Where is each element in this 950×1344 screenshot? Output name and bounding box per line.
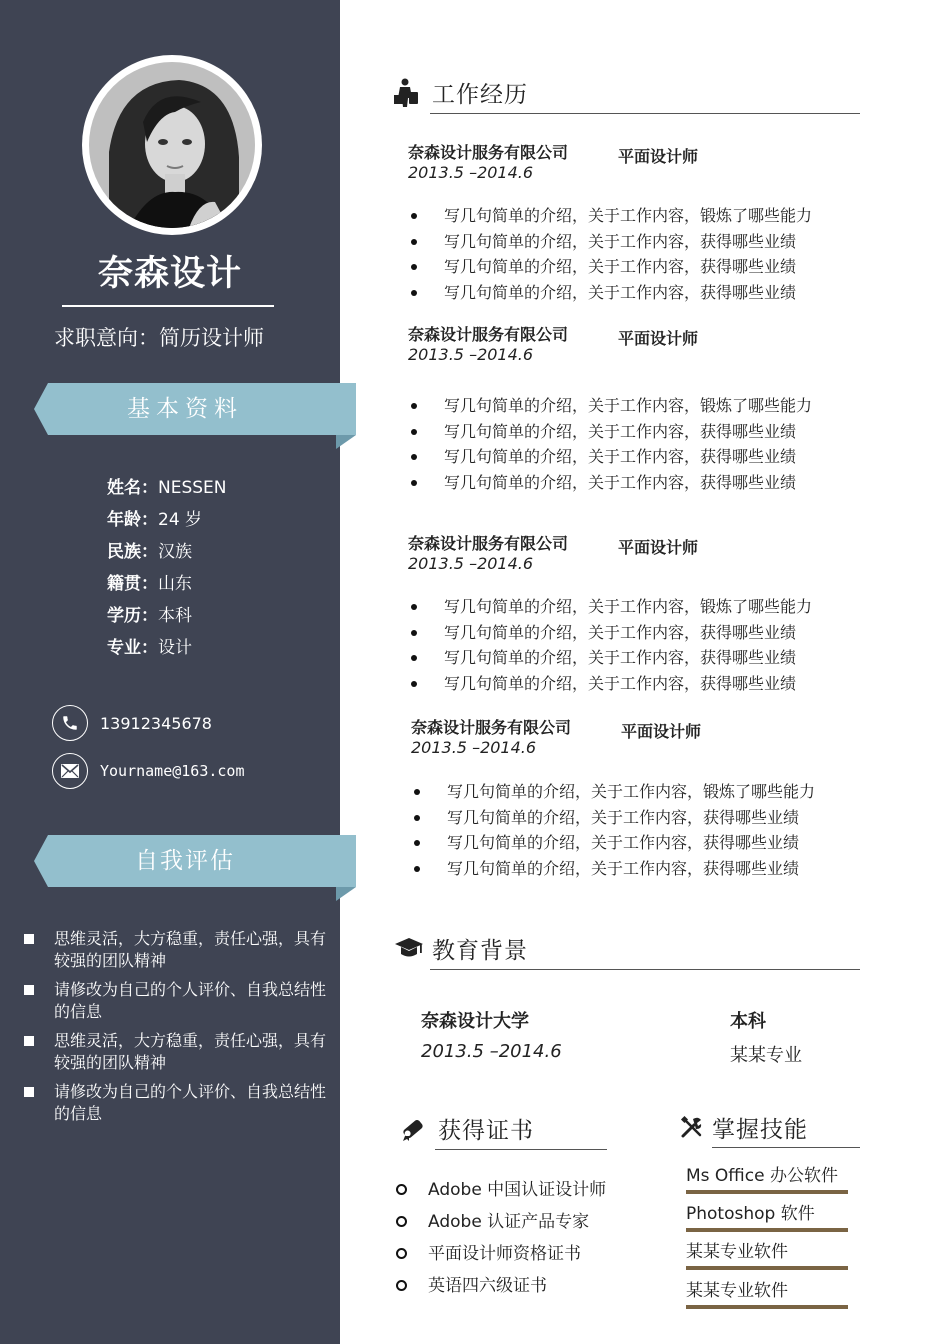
info-row-major: 专业：设计 <box>107 638 192 658</box>
job-period: 2013.5 –2014.6 <box>408 554 534 573</box>
skills-section-header <box>680 1111 808 1144</box>
job-company: 奈森设计服务有限公司 <box>411 718 572 737</box>
basic-info-title: 基本资料 <box>127 396 243 422</box>
education-period: 2013.5 –2014.6 <box>421 1041 562 1062</box>
job-role: 平面设计师 <box>618 538 699 557</box>
basic-info-list <box>107 476 227 668</box>
job-bullets <box>408 393 868 495</box>
skill-item <box>686 1203 848 1232</box>
list-item: 写几句简单的介绍，关于工作内容，获得哪些业绩 <box>408 470 868 496</box>
list-item: 写几句简单的介绍，关于工作内容，获得哪些业绩 <box>408 254 868 280</box>
list-item: 写几句简单的介绍，关于工作内容，获得哪些业绩 <box>408 645 868 671</box>
list-item: 请修改为自己的个人评价、自我总结性的信息 <box>22 1081 332 1125</box>
work-title: 工作经历 <box>432 82 528 108</box>
divider <box>62 305 274 307</box>
job-company: 奈森设计服务有限公司 <box>408 534 569 553</box>
mail-icon <box>52 753 88 789</box>
sidebar <box>0 0 340 1344</box>
list-item: 写几句简单的介绍，关于工作内容，获得哪些业绩 <box>408 444 868 470</box>
skill-item <box>686 1280 848 1309</box>
list-item: 写几句简单的介绍，关于工作内容，获得哪些业绩 <box>411 830 871 856</box>
education-title: 教育背景 <box>432 938 528 964</box>
candidate-name: 奈森设计 <box>97 254 242 294</box>
skill-bar <box>686 1305 848 1309</box>
job-role: 平面设计师 <box>618 147 699 166</box>
job-entry <box>408 140 868 302</box>
skills-divider <box>712 1147 860 1148</box>
phone-number: 13912345678 <box>100 713 212 733</box>
list-item: 思维灵活，大方稳重，责任心强，具有较强的团队精神 <box>22 1030 332 1074</box>
skill-bar <box>686 1228 848 1232</box>
degree: 本科 <box>730 1011 766 1032</box>
list-item: 写几句简单的介绍，关于工作内容，获得哪些业绩 <box>411 856 871 882</box>
job-bullets <box>408 594 868 696</box>
info-row-name: 姓名：NESSEN <box>107 478 227 498</box>
certs-section-header <box>400 1112 534 1145</box>
email-address: Yourname@163.com <box>100 762 245 780</box>
cert-list <box>395 1174 606 1302</box>
job-entry <box>408 531 868 693</box>
info-row-hometown: 籍贯：山东 <box>107 574 192 594</box>
list-item: Adobe 认证产品专家 <box>395 1206 606 1238</box>
list-item: 英语四六级证书 <box>395 1270 606 1302</box>
basic-info-ribbon <box>34 383 356 435</box>
info-row-age: 年龄：24 岁 <box>107 510 203 530</box>
skill-label: Photoshop 软件 <box>686 1204 815 1224</box>
work-section-header <box>392 76 528 109</box>
work-divider <box>430 113 860 114</box>
education-divider <box>430 969 860 970</box>
contact-email <box>52 753 245 789</box>
skill-item <box>686 1241 848 1270</box>
job-period: 2013.5 –2014.6 <box>408 163 534 182</box>
list-item: 写几句简单的介绍，关于工作内容，获得哪些业绩 <box>411 805 871 831</box>
list-item: 写几句简单的介绍，关于工作内容，获得哪些业绩 <box>408 419 868 445</box>
job-bullets <box>411 779 871 881</box>
portrait-photo <box>89 62 255 228</box>
info-row-education: 学历：本科 <box>107 606 192 626</box>
certs-title: 获得证书 <box>438 1118 534 1144</box>
skill-label: 某某专业软件 <box>686 1242 788 1262</box>
graduation-cap-icon <box>394 936 424 962</box>
skill-item <box>686 1165 848 1194</box>
list-item: 平面设计师资格证书 <box>395 1238 606 1270</box>
list-item: 写几句简单的介绍，关于工作内容，锻炼了哪些能力 <box>408 203 868 229</box>
contact-phone <box>52 705 212 741</box>
job-company: 奈森设计服务有限公司 <box>408 143 569 162</box>
skill-bar <box>686 1266 848 1270</box>
list-item: 写几句简单的介绍，关于工作内容，获得哪些业绩 <box>408 280 868 306</box>
tools-icon <box>680 1115 706 1141</box>
job-intent: 求职意向：简历设计师 <box>54 326 264 350</box>
skill-label: Ms Office 办公软件 <box>686 1166 838 1186</box>
skill-label: 某某专业软件 <box>686 1281 788 1301</box>
major: 某某专业 <box>730 1045 802 1066</box>
self-eval-list <box>22 928 332 1132</box>
job-period: 2013.5 –2014.6 <box>408 345 534 364</box>
self-eval-title: 自我评估 <box>135 848 235 874</box>
self-eval-ribbon <box>34 835 356 887</box>
education-section-header <box>394 932 528 965</box>
list-item: Adobe 中国认证设计师 <box>395 1174 606 1206</box>
job-period: 2013.5 –2014.6 <box>411 738 537 757</box>
list-item: 写几句简单的介绍，关于工作内容，锻炼了哪些能力 <box>411 779 871 805</box>
school-name: 奈森设计大学 <box>421 1011 529 1032</box>
job-entry <box>411 715 871 878</box>
job-bullets <box>408 203 868 305</box>
list-item: 写几句简单的介绍，关于工作内容，锻炼了哪些能力 <box>408 594 868 620</box>
list-item: 写几句简单的介绍，关于工作内容，获得哪些业绩 <box>408 229 868 255</box>
job-role: 平面设计师 <box>621 722 702 741</box>
list-item: 请修改为自己的个人评价、自我总结性的信息 <box>22 979 332 1023</box>
job-entry <box>408 322 868 492</box>
phone-icon <box>52 705 88 741</box>
list-item: 思维灵活，大方稳重，责任心强，具有较强的团队精神 <box>22 928 332 972</box>
skill-bar <box>686 1190 848 1194</box>
job-company: 奈森设计服务有限公司 <box>408 325 569 344</box>
avatar <box>82 55 262 235</box>
info-row-ethnicity: 民族：汉族 <box>107 542 192 562</box>
list-item: 写几句简单的介绍，关于工作内容，锻炼了哪些能力 <box>408 393 868 419</box>
certs-divider <box>435 1149 607 1150</box>
job-role: 平面设计师 <box>618 329 699 348</box>
worker-icon <box>392 78 422 108</box>
certificate-icon <box>400 1116 426 1142</box>
skills-title: 掌握技能 <box>712 1117 808 1143</box>
list-item: 写几句简单的介绍，关于工作内容，获得哪些业绩 <box>408 671 868 697</box>
list-item: 写几句简单的介绍，关于工作内容，获得哪些业绩 <box>408 620 868 646</box>
